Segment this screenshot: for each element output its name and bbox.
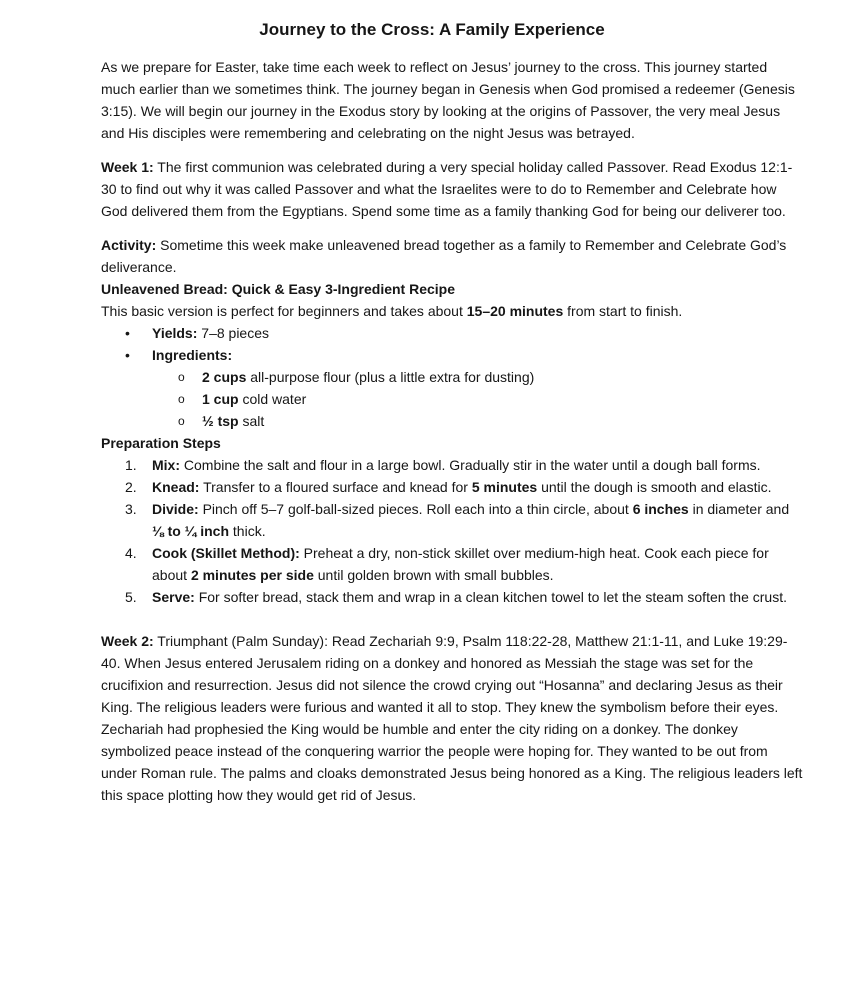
ingredient-item: o 1 cup cold water — [101, 388, 803, 410]
ingredient-item: o 2 cups all-purpose flour (plus a little extra for dusting) — [101, 366, 803, 388]
section-spacer — [101, 620, 803, 630]
week-1-text: The first communion was celebrated during a very special holiday called Passover. Read Exodus 12:1-30 to find out why it was called Passover and what the Israelites were to do to Remember and Celebrate how God delivered them from the Egyptians. Spend some time as a family thanking God for being our deliverer too. — [101, 159, 793, 219]
ingredient-item: o ½ tsp salt — [101, 410, 803, 432]
week-2-label: Week 2: — [101, 633, 154, 649]
steps-heading: Preparation Steps — [101, 435, 221, 451]
recipe-heading: Unleavened Bread: Quick & Easy 3-Ingredient Recipe — [101, 281, 456, 297]
steps-list — [101, 454, 803, 608]
activity-label: Activity: — [101, 237, 157, 253]
ingredients-item: • Ingredients: — [101, 344, 803, 366]
week-1-label: Week 1: — [101, 159, 154, 175]
page-title: Journey to the Cross: A Family Experience — [259, 20, 605, 39]
intro-paragraph: As we prepare for Easter, take time each week to reflect on Jesus’ journey to the cross. This journey started much earlier than we sometimes think. The journey began in Genesis when God promised a redeemer (Genesis 3:15). We will begin our journey in the Exodus story by looking at the origins of Passover, the very meal Jesus and His disciples were remembering and celebrating on the night Jesus was betrayed. — [101, 59, 795, 141]
step-item: 5. Serve: For softer bread, stack them and wrap in a clean kitchen towel to let the steam soften the crust. — [125, 589, 787, 605]
week-1-paragraph — [101, 156, 803, 222]
step-item: 1. Mix: Combine the salt and flour in a large bowl. Gradually stir in the water until a dough ball forms. — [125, 457, 761, 473]
activity-paragraph — [101, 234, 803, 278]
step-item: 3. Divide: Pinch off 5–7 golf-ball-sized pieces. Roll each into a thin circle, about 6 inches in diameter and ⅛ to ¼ inch thick. — [125, 501, 790, 539]
step-item: 4. Cook (Skillet Method): Preheat a dry, non-stick skillet over medium-high heat. Cook each piece for about 2 minutes per side until golden brown with small bubbles. — [125, 545, 769, 583]
yields-item: • Yields: 7–8 pieces — [101, 322, 803, 344]
step-item: 2. Knead: Transfer to a floured surface and knead for 5 minutes until the dough is smooth and elastic. — [125, 479, 772, 495]
ingredients-list — [101, 366, 803, 432]
recipe-bullets — [101, 322, 803, 366]
week-2-text: Triumphant (Palm Sunday): Read Zechariah 9:9, Psalm 118:22-28, Matthew 21:1-11, and Luke 19:29-40. When Jesus entered Jerusalem riding on a donkey and honored as Messiah the stage was set for the crucifixion and resurrection. Jesus did not silence the crowd crying out “Hosanna” and declaring Jesus as their King. The religious leaders were furious and wanted it all to stop. They knew the symbolism before their eyes. Zechariah had prophesied the King would be humble and enter the city riding on a donkey. The donkey symbolized peace instead of the conquering warrior the people were hoping for. They wanted to be out from under Roman rule. The palms and cloaks demonstrated Jesus being honored as a King. The religious leaders left this space plotting how they would get rid of Jesus. — [101, 633, 803, 803]
recipe-intro: This basic version is perfect for beginners and takes about 15–20 minutes from start to finish. — [101, 303, 683, 319]
week-2-paragraph — [101, 630, 803, 806]
activity-text: Sometime this week make unleavened bread together as a family to Remember and Celebrate God’s deliverance. — [101, 237, 787, 275]
